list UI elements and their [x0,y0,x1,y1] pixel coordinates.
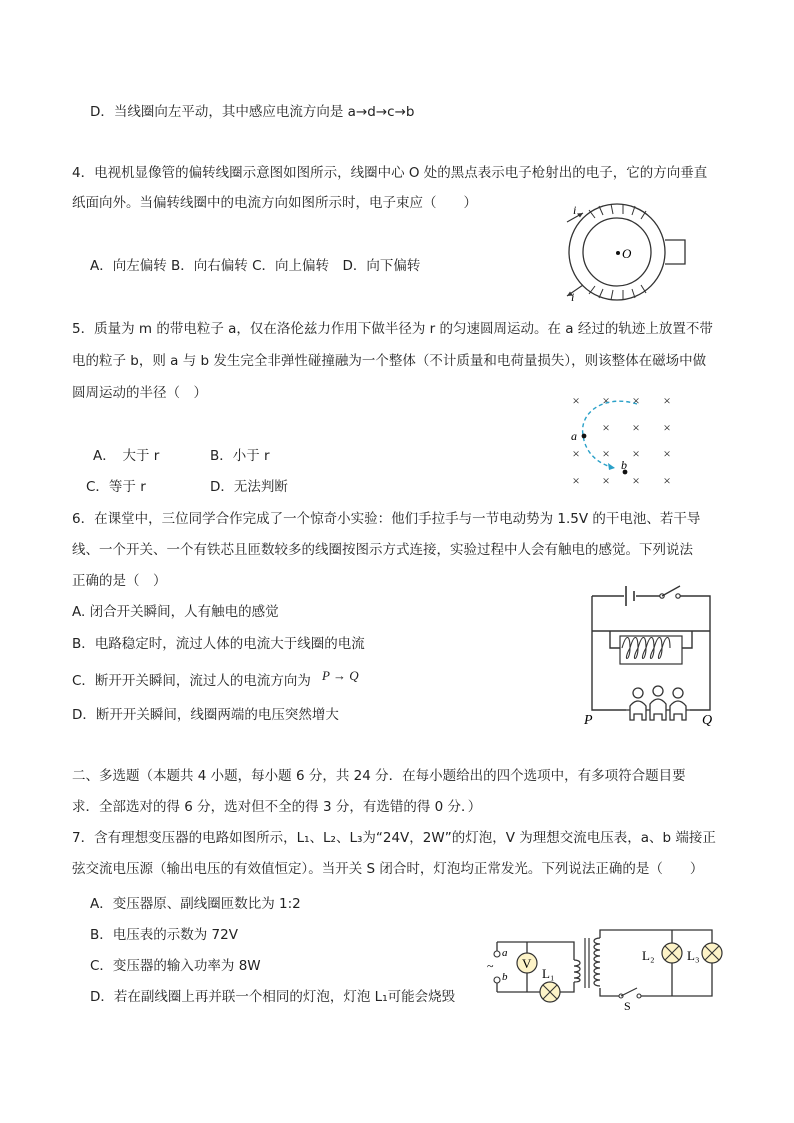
q7-label-l1: L₁ [542,966,555,981]
q3-option-d: D．当线圈向左平动，其中感应电流方向是 a→d→c→b [90,104,415,120]
q5-stem-line3: 圆周运动的半径（ ） [72,385,207,401]
section2-line2: 求．全部选对的得 6 分，选对但不全的得 3 分，有选错的得 0 分．） [72,799,482,815]
q7-transformer-circuit-figure [482,918,734,1010]
q6-label-p: P [584,713,593,728]
q6-option-c: C．断开开关瞬间，流过人的电流方向为 [72,673,311,689]
q5-option-a: A． 大于 r [93,448,160,464]
q5-magnetic-field-figure [565,390,685,490]
q6-stem-line1: 6．在课堂中，三位同学合作完成了一个惊奇小实验：他们手拉手与一节电动势为 1.5V 的干电池、若干导 [72,511,701,527]
svg-text:×: × [602,446,610,461]
q5-option-c: C．等于 r [86,479,146,495]
field-crosses [572,393,670,488]
q4-stem-line1: 4．电视机显像管的偏转线圈示意图如图所示，线圈中心 O 处的黑点表示电子枪射出的电子，它的方向垂直 [72,165,708,181]
q6-circuit-figure [582,576,722,728]
q7-stem-line1: 7．含有理想变压器的电路如图所示，L₁、L₂、L₃为“24V，2W”的灯泡，V 为理想交流电压表，a、b 端接正 [72,830,716,846]
three-people [626,686,690,720]
q7-label-b: b [502,971,508,983]
switch [660,586,680,598]
terminal-a [494,951,500,957]
svg-text:×: × [632,473,640,488]
q6-option-b: B．电路稳定时，流过人体的电流大于线圈的电流 [72,636,365,652]
q6-option-c-formula: P → Q [322,668,359,683]
q4-label-i-bottom: i [571,290,575,304]
q7-label-v: V [522,956,532,971]
q7-option-c: C．变压器的输入功率为 8W [90,958,261,974]
q6-option-a: A. 闭合开关瞬间，人有触电的感觉 [72,604,279,620]
secondary-coil [594,938,600,986]
q5-option-d: D．无法判断 [210,479,288,495]
coil-turns [622,638,670,659]
svg-text:×: × [632,420,640,435]
q7-label-a: a [502,947,508,959]
q7-option-a: A．变压器原、副线圈匝数比为 1:2 [90,896,301,912]
battery [626,586,634,606]
q6-stem-line3: 正确的是（ ） [72,573,167,589]
svg-text:×: × [663,420,671,435]
q5-label-a: a [571,429,577,443]
q4-label-i-top: i [573,203,577,217]
q6-stem-line2: 线、一个开关、一个有铁芯且匝数较多的线圈按图示方式连接，实验过程中人会有触电的感觉。下列说法 [72,542,693,558]
svg-text:×: × [632,446,640,461]
q7-label-s: S [624,999,631,1010]
q4-options: A．向左偏转 B．向右偏转 C．向上偏转 D．向下偏转 [90,258,421,274]
svg-text:×: × [632,393,640,408]
q5-stem-line2: 电的粒子 b，则 a 与 b 发生完全非弹性碰撞融为一个整体（不计质量和电荷量损失），则该整体在磁场中做 [72,353,707,369]
q4-stem-line2: 纸面向外。当偏转线圈中的电流方向如图所示时，电子束应（ ） [72,195,477,211]
svg-text:×: × [602,393,610,408]
q7-label-l3: L₃ [687,948,700,963]
q7-label-l2: L₂ [642,948,655,963]
primary-coil [574,960,580,982]
electron-dot [616,251,620,255]
q4-label-o: O [622,246,632,261]
svg-text:×: × [602,473,610,488]
q7-option-d: D．若在副线圈上再并联一个相同的灯泡，灯泡 L₁可能会烧毁 [90,989,456,1005]
terminal-b [494,977,500,983]
q6-label-q: Q [702,713,713,728]
svg-text:×: × [602,420,610,435]
q5-option-b: B．小于 r [210,448,270,464]
q7-option-b: B．电压表的示数为 72V [90,927,238,943]
section2-line1: 二、多选题（本题共 4 小题，每小题 6 分，共 24 分．在每小题给出的四个选项中，有多项符合题目要 [72,768,686,784]
q7-label-tilde: ~ [487,959,494,973]
trajectory-arrow [608,463,615,470]
svg-text:×: × [663,393,671,408]
coil-tab [665,240,685,264]
svg-text:×: × [572,473,580,488]
svg-text:×: × [572,446,580,461]
q7-stem-line2: 弦交流电压源（输出电压的有效值恒定）。当开关 S 闭合时，灯泡均正常发光。下列说法正确的是（ ） [72,861,704,877]
svg-text:×: × [663,473,671,488]
q5-stem-line1: 5．质量为 m 的带电粒子 a，仅在洛伦兹力作用下做半径为 r 的匀速圆周运动。在 a 经过的轨迹上放置不带 [72,321,713,337]
particle-a [582,434,587,439]
svg-text:×: × [572,393,580,408]
q5-label-b: b [621,458,627,472]
q6-option-d: D．断开开关瞬间，线圈两端的电压突然增大 [72,707,339,723]
svg-text:×: × [663,446,671,461]
q4-deflection-coil-figure [555,200,695,305]
trajectory-arc [583,401,640,468]
